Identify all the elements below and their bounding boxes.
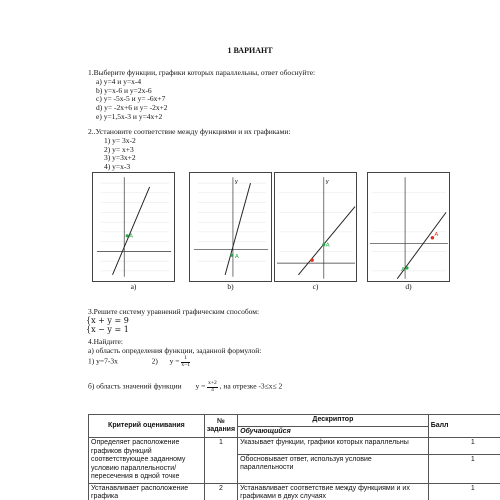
row-1-descriptor-1: Указывает функции, графики которых параллельны (238, 438, 429, 455)
row-1-criterion: Определяет расположение графиков функций соответствующее заданному условию параллельности/ пересечения в одной точке (89, 438, 205, 484)
denominator: x−1 (181, 361, 190, 368)
row-2-task-number: 2 (204, 483, 237, 500)
option-b: b) y=x-6 и y=2x-6 (96, 85, 152, 95)
equation-2: x − y = 1 (91, 325, 129, 334)
option-d: d) y= -2x+6 и y= -2x+2 (96, 103, 168, 113)
numerator: 1 (181, 356, 190, 363)
graph-b (189, 172, 272, 282)
equation-2-row (86, 325, 129, 334)
question-3-prompt: 3.Решите систему уравнений графическим способом: (88, 307, 260, 316)
header-score: Балл (428, 415, 500, 438)
function-line (298, 207, 355, 275)
graph-d-plot (368, 173, 449, 281)
y-axis-label: y (234, 179, 238, 186)
graph-d-label: d) (405, 282, 412, 291)
graph-b-plot (190, 173, 271, 281)
point-a-label: A (129, 233, 134, 240)
graph-a-label: а) (130, 282, 137, 291)
table-header-row (89, 415, 500, 427)
grid (101, 183, 169, 271)
point-a-marker (405, 266, 408, 269)
graph-c (274, 172, 357, 282)
point-a-marker (230, 254, 233, 257)
table-row (89, 438, 500, 455)
item-4a-2-y: y = (169, 356, 180, 366)
option-c: c) y= -5x-5 и y= -6x+7 (96, 94, 166, 104)
point-red-label: A (434, 231, 439, 238)
row-2-score-1: 1 (428, 483, 500, 500)
question-4a-prompt: а) область определения функции, заданной формулой: (88, 346, 262, 355)
header-criterion: Критерий оценивания (89, 415, 205, 438)
graph-b-label: b) (227, 282, 234, 291)
item-4b-suffix: , на отрезке -3≤x≤ 2 (219, 381, 283, 391)
option-e: e) y=1,5x-3 и y=4x+2 (96, 111, 163, 121)
row-2-descriptor-1: Устанавливает соответствие между функциями и их графиками в двух случаях (238, 483, 429, 500)
fraction-4b (207, 381, 218, 393)
function-3: 3) y=3x+2 (104, 153, 136, 163)
point-red-marker (310, 258, 314, 262)
row-1-descriptor-2: Обосновывает ответ, используя условие параллельности (238, 454, 429, 483)
brace-bottom: { (86, 325, 92, 334)
header-student: Обучающийся (238, 426, 429, 438)
question-2-functions (104, 136, 136, 171)
row-1-score-1: 1 (428, 438, 500, 455)
question-1-prompt: 1.Выберите функции, графики которых параллельны, ответ обоснуйте: (88, 68, 316, 77)
graph-a-plot (93, 173, 174, 281)
item-4a-2-prefix: 2) (151, 356, 158, 366)
fraction-4a-2 (181, 356, 190, 368)
page-title: 1 ВАРИАНТ (227, 46, 273, 55)
function-1: 1) y= 3x-2 (104, 136, 136, 145)
row-2-criterion: Устанавливает расположение графика (89, 483, 205, 500)
equation-1: x + y = 9 (91, 316, 129, 325)
function-4: 4) y=x-3 (104, 162, 131, 172)
graph-d (367, 172, 450, 282)
function-2: 2) y= x+3 (104, 144, 134, 154)
row-1-score-2: 1 (428, 454, 500, 483)
graph-c-label: c) (312, 282, 319, 291)
graphs-row (92, 172, 470, 290)
graph-c-plot (275, 173, 356, 281)
criteria-table (88, 414, 500, 500)
denominator: 4 (211, 386, 214, 393)
graph-a (92, 172, 175, 282)
equation-system (86, 316, 129, 334)
point-a-label: A (325, 242, 330, 249)
header-task-number: № задания (204, 415, 237, 438)
option-a: a) y=4 и y=x-4 (96, 77, 142, 86)
question-1-options (96, 77, 168, 120)
row-1-task-number: 1 (204, 438, 237, 484)
point-a-label: A (234, 254, 239, 261)
header-descriptor: Дескриптор (238, 415, 429, 427)
question-2-prompt: 2..Установите соответствие между функциями и их графиками: (88, 127, 291, 136)
equation-1-row (86, 316, 129, 325)
item-4b-y: y = (195, 381, 206, 391)
item-4b-prefix: б) область значений функции (88, 381, 182, 391)
y-axis-label: y (325, 179, 329, 186)
question-4-prompt: 4.Найдите: (88, 337, 123, 346)
brace-top: { (86, 316, 92, 325)
table-row (89, 483, 500, 500)
question-4b (88, 381, 282, 393)
item-4a-1: 1) y=7-3x (88, 356, 118, 366)
point-a-label: A (401, 266, 406, 273)
function-line (113, 187, 150, 275)
question-4a-items (88, 356, 288, 368)
numerator: x+2 (208, 380, 217, 386)
